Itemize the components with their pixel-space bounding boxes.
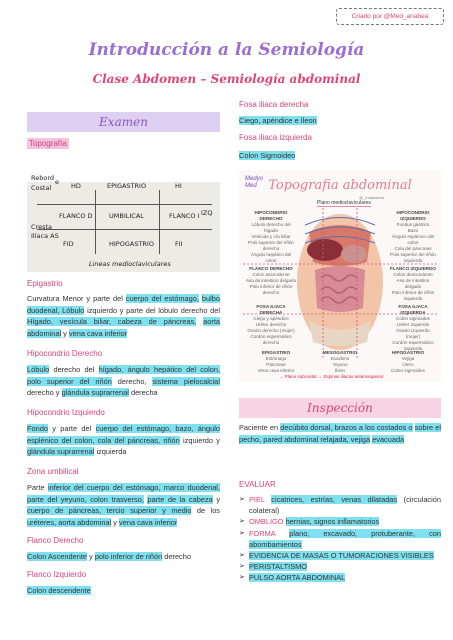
ref-logo: Medyo Med [245, 176, 264, 189]
topo-iliaca: Ilíaca AS [31, 232, 59, 240]
highlight-span: decúbito dorsal, brazos a los costados o [280, 423, 413, 432]
highlight-span: Lóbulo [27, 365, 50, 374]
highlight-span: inferior del cuerpo del estómago, marco duodenal, [47, 483, 220, 492]
highlight-span: parte del yeyuno, colon trasverso, [27, 494, 144, 504]
evaluar-value: cicatrices, estrías, venas dilatadas [271, 495, 398, 504]
ref-box-hd: HIPOCONDRIO DERECHO Lóbulo derecho del hígado Vesícula y vía biliar Polo superior del riñón derecho Ángulo hepático del colon [248, 210, 294, 263]
topo-flanco-d: FLANCO D [59, 212, 93, 220]
highlight-span: aorta abdominal [27, 317, 220, 338]
epigastrio-text: Curvatura Menor y parte del cuerpo del estómago, bulbo duodenal, Lóbulo izquierdo y parte del lóbulo derecho del Hígado, vesícula biliar, cabeza de páncreas, aorta abdominal y vena cava inferior [27, 294, 220, 338]
evaluar-key: FORMA [249, 528, 290, 538]
credit-badge: Criado por @Med_anabea [336, 8, 444, 25]
arrow-bullet-icon: ➢ [239, 563, 245, 571]
highlight-span: polo inferior de riñón [94, 552, 163, 561]
highlight-span: glándula suprarrenal [27, 447, 95, 457]
highlight-span: bulbo duodenal, Lóbulo [27, 294, 220, 315]
evaluar-item [239, 494, 441, 516]
topo-fid: FID [63, 240, 74, 248]
evaluar-key: OMBLIGO [249, 517, 286, 527]
topo-flanco-i: FLANCO I [169, 212, 200, 220]
evaluar-item [239, 528, 441, 550]
highlight-span: Colon Ascendente [27, 552, 87, 561]
highlight-span: Colon descendente [27, 586, 91, 595]
topo-hi: HI [175, 182, 182, 190]
fii-label: Fosa iliaca izquierda [239, 133, 312, 142]
highlight-span: cuerpo del estómago, [125, 294, 199, 303]
topografia-reference-image [239, 170, 441, 382]
highlight-span: Hígado, vesícula biliar, cabeza de páncreas, [27, 317, 197, 327]
examen-banner: Examen [27, 112, 220, 132]
highlight-span: cuerpo de páncreas, tercio superior y medio [27, 506, 192, 516]
topo-rebord: Rebord [31, 174, 55, 182]
hi-text: Fondo y parte del cuerpo del estómago, bazo, ángulo esplénico del colon, cola del páncreas, riñón izquierdo y glándula suprarrenal izquierda [27, 424, 220, 457]
ref-box-hi: HIPOCONDRIO IZQUIERDO Fundus gástrico Bazo Ángulo esplénico del colon Cola del páncreas Polo superior del riñón izquierdo [390, 210, 436, 263]
page-subtitle: Clase Abdomen – Semiología abdominal [92, 72, 361, 86]
fi-label: Flanco Izquierdo [27, 570, 87, 579]
evaluar-key: PIEL [249, 495, 272, 504]
highlight-span: sistema pielocalcial [152, 376, 220, 386]
ref-box-fii: FOSA ILIACA IZQUIERDA Colon sigmoides Uréter izquierdo Ovario izquierdo (mujer) Cordón espermático izquierdo [392, 304, 434, 351]
highlight-span: uréteres, aorta abdominal [27, 517, 112, 527]
highlight-span: vena cava inferior [119, 517, 178, 527]
arrow-bullet-icon: ➢ [239, 496, 245, 503]
inspeccion-banner: Inspección [239, 398, 441, 418]
ref-box-fi: FLANCO IZQUIERDO Colon descendente Asa de intestino delgado Polo inferior de riñón izquierdo [390, 266, 436, 301]
highlight-span: sobre el pecho, pared abdominal relajada, vejiga [239, 423, 441, 444]
ref-box-fd: FLANCO DERECHO Colon ascendente Asa de intestino delgado Polo inferior de riñón derecho [245, 266, 297, 295]
fid-text: Ciego, apéndice e íleon [239, 116, 317, 125]
highlight-span: parte de la cabeza [147, 494, 213, 504]
topo-umbilical: UMBILICAL [109, 212, 144, 220]
fd-label: Flanco Derecho [27, 536, 84, 545]
highlight-span: glándula suprarrenal [61, 388, 129, 398]
topo-hd: HD [71, 182, 81, 190]
topografia-label: Topografía [29, 139, 67, 148]
inspeccion-text: Paciente en decúbito dorsal, brazos a los costados o sobre el pecho, pared abdominal relajada, vejiga evacuada [239, 423, 441, 444]
evaluar-value: EVIDENCIA DE MASAS O TUMORACIONES VISIBLES [249, 551, 434, 561]
ref-box-fid: FOSA ILIACA DERECHA Ciego y apéndice Uréter derecho Ovario derecho (mujer) Cordón espermático derecho [247, 304, 295, 345]
evaluar-value: PULSO AORTA ABDOMINAL [249, 573, 346, 583]
arrow-bullet-icon: ➢ [239, 574, 245, 582]
ref-box-mesogastrio: MESOGASTRIO Duodeno Yeyuno Íleon [322, 350, 358, 373]
highlight-span: vena cava inferior [68, 328, 128, 338]
ref-handle: @_mdanabea [359, 195, 385, 200]
ref-medio: Plano medioclaviculares [317, 200, 371, 206]
epigastrio-label: Epigastrio [27, 279, 63, 288]
evaluar-value: hernias, signos inflamatorios [285, 517, 380, 527]
arrow-bullet-icon: ➢ [239, 529, 245, 537]
ref-box-hipogastrio: HIPOGASTRIO Vejiga Útero Colon sigmoides [391, 350, 425, 373]
evaluar-value: PERISTALTISMO [249, 562, 308, 572]
hd-text: Lóbulo derecho del hígado, ángulo hepático del colon, polo superior del riñón derecho, sistema pielocalcial derecho y glándula suprarrenal derecha [27, 365, 221, 398]
fd-text: Colon Ascendente y polo inferior de riñón derecho [27, 552, 191, 561]
evaluar-value: plano, excavado, protuberante, con abombamientos [249, 528, 441, 549]
highlight-span: cuerpo del estómago, bazo, ángulo esplénico del colon, cola del páncreas, riñón [27, 424, 220, 445]
topography-diagram [27, 174, 220, 272]
highlight-span: hígado, ángulo hepático del colon, [98, 365, 221, 374]
topo-epigastrio: EPIGASTRIO [107, 182, 147, 190]
fid-label: Fosa iliaca derecha [239, 100, 309, 109]
arrow-bullet-icon: ➢ [239, 552, 245, 560]
evaluar-label: EVALUAR [239, 480, 276, 489]
evaluar-item [239, 516, 441, 527]
arrow-bullet-icon: ➢ [239, 518, 245, 526]
highlight-span: polo superior del riñón [27, 376, 112, 386]
page-title: Introducción a la Semiología [88, 40, 365, 60]
topo-cresta: Cresta [31, 223, 52, 231]
hi-label: Hipocondrio Izquierdo [27, 408, 105, 417]
topo-fii: FII [175, 240, 183, 248]
fi-text [27, 585, 220, 597]
topo-lineas: Lineas medioclaviculares [89, 260, 171, 268]
ref-box-epigastrio: EPIGASTRIO Estómago Páncreas Vena cava inferior [257, 350, 295, 373]
topo-izq: IZQ [201, 209, 213, 217]
hd-label: Hipocondrio Derecho [27, 349, 103, 358]
evaluar-item [239, 550, 441, 561]
topo-hipogastrio: HIPOGASTRIO [109, 240, 154, 248]
evaluar-list [239, 494, 441, 584]
topo-e: e [55, 178, 59, 186]
highlight-span: Fondo [27, 424, 48, 433]
evaluar-item [239, 572, 441, 583]
evaluar-extra: (circulación colateral) [249, 495, 441, 516]
fii-text: Colon Sigmoideo [239, 151, 296, 160]
zu-label: Zona umbilical [27, 467, 79, 476]
evaluar-item [239, 561, 441, 572]
topo-costal: Costal [31, 184, 52, 192]
ref-bottom-legend: → Plano subcostal → Espinas iliacas anterosuperior [279, 374, 384, 379]
ref-title: Topografia abdominal [268, 178, 412, 193]
zu-text: Parte inferior del cuerpo del estómago, marco duodenal, parte del yeyuno, colon trasverso, parte de la cabeza y cuerpo de páncreas, tercio superior y medio de los uréteres, aorta abdominal y vena cava inferior [27, 483, 221, 527]
highlight-span: evacuada [372, 434, 405, 444]
